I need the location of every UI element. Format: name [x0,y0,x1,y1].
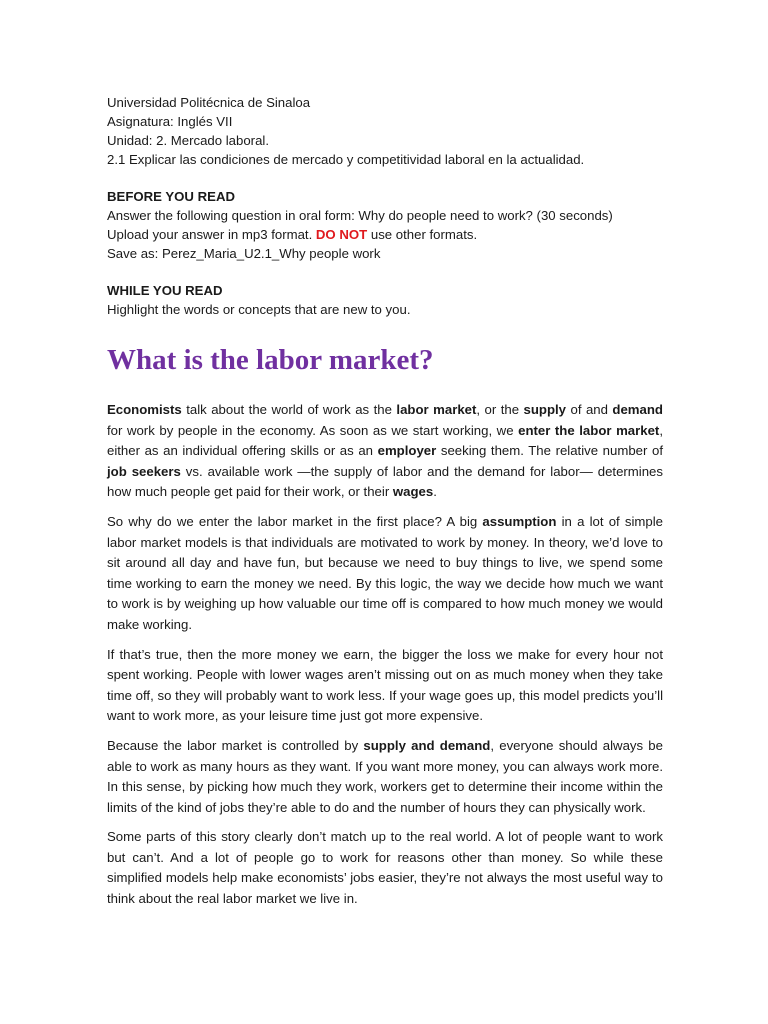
article-paragraph-4 [107,736,663,818]
paragraph-text: for work by people in the economy. As soon as we start working, we [107,422,519,438]
course-header [107,93,663,169]
paragraph-text: Because the labor market is controlled by [107,737,364,753]
article-paragraph-1 [107,400,663,503]
paragraph-text: of and [566,402,613,417]
term-employer: employer [377,443,437,459]
term-job-seekers: job seekers [107,463,181,479]
format-warning: DO NOT [315,227,368,242]
subject-line: Asignatura: Inglés VII [107,114,233,129]
while-you-read-instruction: Highlight the words or concepts that are new to you. [107,302,411,317]
term-labor-market: labor market [396,402,477,417]
term-wages: wages [392,484,434,500]
upload-instruction [107,225,663,244]
paragraph-text: , everyone should always be able to work as many hours as they want. If you want more money, you can always work more. In this sense, by picking how much they work, workers get to determine their income within the limits of the kind of jobs they’re able to do and the number of hours they can physically work. [107,737,663,815]
before-you-read-instruction: Answer the following question in oral form: Why do people need to work? (30 seconds) [107,208,613,223]
term-supply: supply [523,402,567,417]
paragraph-text: seeking them. The relative number of [436,443,663,459]
paragraph-text: So why do we enter the labor market in the first place? A big [107,513,483,529]
paragraph-text: , or the [476,402,524,417]
paragraph-text: talk about the world of work as the [181,402,397,417]
upload-instruction-text: Upload your answer in mp3 format. [107,227,316,242]
article-paragraph-5: Some parts of this story clearly don’t match up to the real world. A lot of people want to work but can’t. And a lot of people go to work for reasons other than money. So while these simplified models help make economists’ jobs easier, they’re not always the most useful way to think about the real labor market we live in. [107,829,663,907]
article-paragraph-2 [107,512,663,636]
term-economists: Economists [107,402,182,417]
paragraph-text: vs. available work —the supply of labor and the demand for labor— determines how much people get paid for their work, or their [107,463,663,500]
spacer [107,263,663,281]
article-paragraph-3: If that’s true, then the more money we earn, the bigger the loss we make for every hour not spent working. People with lower wages aren’t missing out on as much money when they take time off, so they will probably want to work less. If your wage goes up, this model predicts you’ll want to work more, as your leisure time just got more expensive. [107,646,663,724]
before-you-read-section [107,187,663,263]
while-you-read-section [107,281,663,319]
save-as-instruction: Save as: Perez_Maria_U2.1_Why people work [107,246,381,261]
term-supply-and-demand: supply and demand [363,737,491,753]
spacer [107,169,663,187]
term-demand: demand [612,402,663,417]
university-name: Universidad Politécnica de Sinaloa [107,95,311,110]
paragraph-text: , either as an individual offering skills or as an [107,422,663,459]
paragraph-text: in a lot of simple labor market models is that individuals are motivated to work by money. In theory, we’d love to sit around all day and have fun, but because we need to buy things to live, we spend some time working to earn the money we need. By this logic, the way we decide how much we want to work is by weighing up how valuable our time off is compared to how much money we would make working. [107,513,663,632]
term-enter-labor-market: enter the labor market [518,422,660,438]
paragraph-text: . [433,484,437,500]
unit-line: Unidad: 2. Mercado laboral. [107,133,270,148]
document-page [107,93,663,919]
upload-instruction-tail: use other formats. [367,227,478,242]
article-title: What is the labor market? [107,344,434,376]
objective-line: 2.1 Explicar las condiciones de mercado y competitividad laboral en la actualidad. [107,152,585,167]
before-you-read-heading: BEFORE YOU READ [107,189,235,204]
while-you-read-heading: WHILE YOU READ [107,283,223,298]
term-assumption: assumption [482,513,557,529]
